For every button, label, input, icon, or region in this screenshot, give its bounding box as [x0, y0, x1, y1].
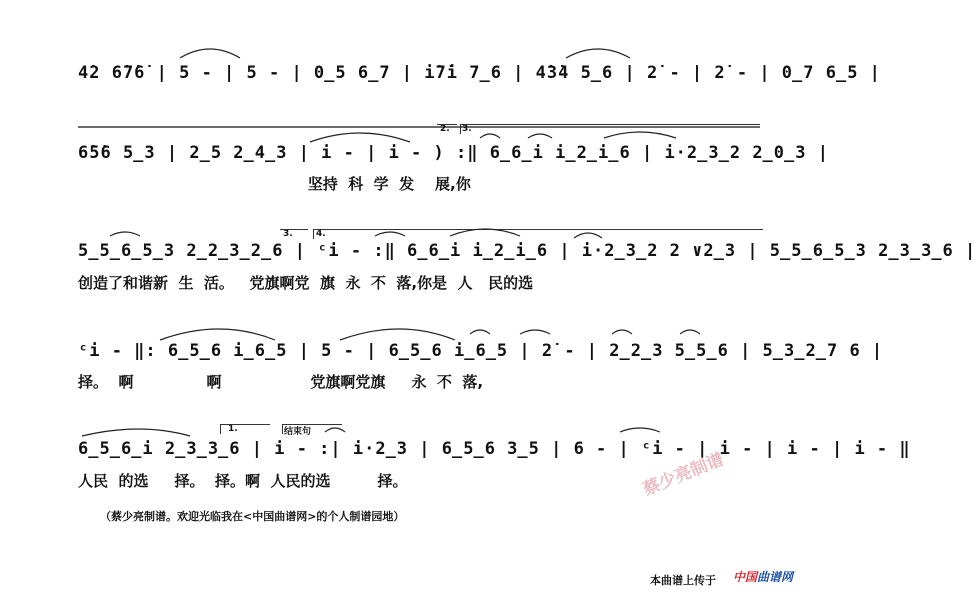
slur-arc — [612, 330, 632, 334]
volta-ending-1: 1. — [228, 424, 238, 434]
slur-arc — [110, 232, 140, 236]
coda-label: 结束句 — [284, 427, 312, 437]
breath-mark — [574, 233, 602, 238]
slur-arc — [620, 428, 660, 432]
upload-label: 本曲谱上传于 — [650, 574, 716, 587]
slur-arc — [604, 132, 676, 138]
slur-arc — [450, 229, 520, 236]
score-row-3: 5̲5̲6̲5̲3 2̲2̲3̲2̲6 | ᶜi - :‖ 6̲6̲i i̲2̲i̲6 | i·2̲3̲2 2 ∨2̲3 | 5̲5̲6̲5̲3 2̲3̲3̲6 | — [78, 241, 976, 261]
lyrics-row-3: 创造了和谐新 生 活。 党旗啊党 旗 永 不 落,你是 人 民的选 — [78, 274, 534, 292]
tie-arc — [160, 329, 275, 340]
site-logo[interactable] — [733, 568, 793, 585]
lyrics-row-4: 择。 啊 啊 党旗啊党旗 永 不 落, — [78, 373, 484, 391]
lyrics-row-2: 坚持 科 学 发 展,你 — [78, 175, 471, 193]
volta-ending-2: 2. — [440, 124, 450, 134]
score-row-2: 6̇5̇6 5̲3 | 2̲5 2̲4̲3 | i - | i - ) :‖ 6̲6̲i i̲2̲i̲6 | i·2̲3̲2 2̲0̲3 | — [78, 143, 829, 163]
tie-arc — [180, 49, 240, 58]
logo-part-1: 中国 — [733, 570, 758, 584]
watermark: 蔡少亮制谱 — [640, 449, 727, 501]
score-row-1: 4̇2 6̇7̇6̇ | 5 - | 5 - | 0̲5 6̲7 | i̇7̇i 7̲6 | 4̇3̇4 5̲6 | 2̇ - | 2̇ - | 0̲7 6̲5 | — [78, 63, 881, 83]
score-row-4: ᶜi - ‖: 6̲5̲6 i̲6̲5 | 5 - | 6̲5̲6 i̲6̲5 | 2̇ - | 2̲2̲3 5̲5̲6 | 5̲3̲2̲7 6 | — [78, 341, 884, 361]
volta-ending-3b: 3. — [283, 229, 293, 239]
slur-arc — [520, 330, 550, 334]
copyright-note: （蔡少亮制谱。欢迎光临我在<中国曲谱网>的个人制谱园地） — [100, 510, 405, 523]
volta-ending-3: 3. — [462, 124, 472, 134]
volta-ending-4: 4. — [316, 229, 326, 239]
tie-arc — [340, 329, 455, 340]
slur-arc — [375, 232, 405, 236]
slur-arc — [680, 330, 700, 334]
slur-arc — [480, 134, 500, 138]
tie-arc — [310, 133, 410, 142]
slur-arc — [470, 330, 490, 334]
logo-part-2: 曲谱网 — [757, 570, 794, 584]
tie-arc — [566, 49, 630, 58]
slur-arc — [528, 134, 552, 138]
slur-arc — [82, 429, 190, 436]
score-row-5: 6̲5̲6̲i 2̲3̲3̲6 | i - :| i·2̲3 | 6̲5̲6 3̲5 | 6 - | ᶜi - | i - | i - | i - ‖ — [78, 439, 911, 459]
slur-arc — [325, 428, 345, 432]
lyrics-row-5: 人民 的选 择。 择。啊 人民的选 择。 — [78, 472, 408, 490]
